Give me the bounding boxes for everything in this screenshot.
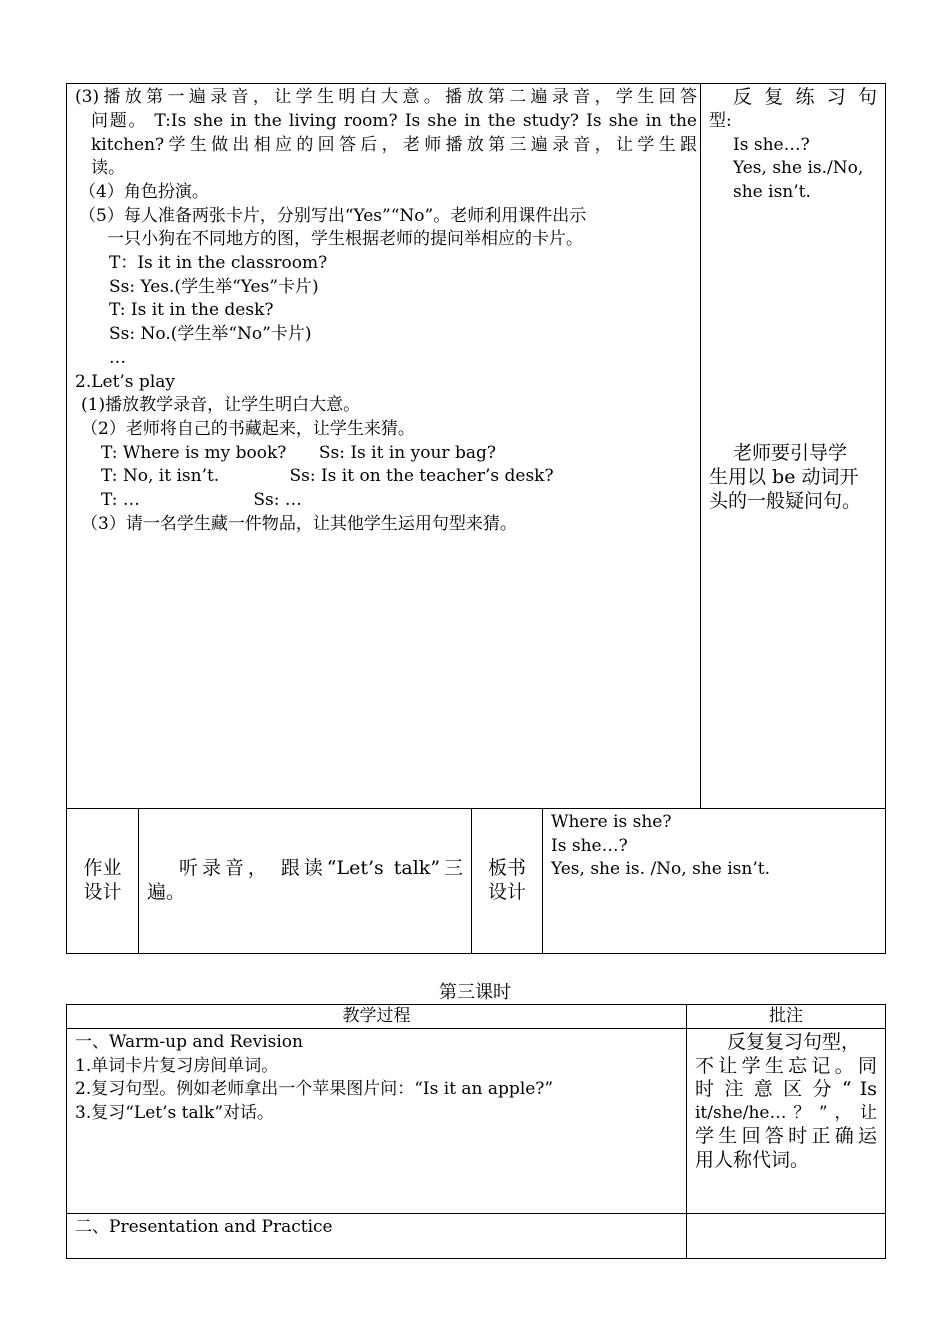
lesson-3-title: 第三课时 [439, 982, 511, 1003]
warmup-cell [67, 1029, 687, 1214]
homework-text: 遍。 [147, 881, 186, 903]
board-design-cell [543, 809, 886, 954]
warmup-note-line: 反复复习句型， [727, 1031, 861, 1053]
homework-text: 听录音， 跟读“Let’s talk”三 [179, 857, 463, 880]
homework-label: 设计 [83, 881, 122, 903]
procedure-line: （5）每人准备两张卡片，分别写出“Yes”“No”。老师利用课件出示 [79, 206, 587, 226]
note-line: 生用以 be 动词开 [709, 466, 859, 488]
procedure-line: Ss: No.(学生举“No”卡片) [109, 324, 312, 344]
procedure-line: 读。 [91, 158, 125, 178]
note-line: 老师要引导学 [733, 442, 848, 464]
procedure-line: T: … Ss: … [101, 490, 302, 510]
procedure-line: T：Is it in the classroom? [109, 253, 328, 273]
warmup-line: 1.单词卡片复习房间单词。 [75, 1055, 279, 1076]
procedure-line: T: Is it in the desk? [109, 300, 274, 320]
board-label: 板书 [487, 857, 526, 880]
process-header: 教学过程 [67, 1005, 687, 1029]
warmup-line: 2.复习句型。例如老师拿出一个苹果图片问：“Is it an apple?” [75, 1079, 554, 1100]
warmup-line: 3.复习“Let’s talk”对话。 [75, 1102, 275, 1123]
procedure-line: kitchen?学生做出相应的回答后，老师播放第三遍录音，让学生跟 [91, 135, 697, 155]
warmup-note-cell [687, 1029, 886, 1214]
homework-text-cell [139, 809, 472, 954]
procedure-line: （2）老师将自己的书藏起来，让学生来猜。 [81, 419, 415, 439]
procedure-line: 一只小狗在不同地方的图，学生根据老师的提问举相应的卡片。 [107, 229, 583, 249]
procedure-line: (3)播放第一遍录音，让学生明白大意。播放第二遍录音，学生回答 [75, 87, 697, 107]
procedure-line: T: No, it isn’t. Ss: Is it on the teacher’s desk? [101, 466, 554, 486]
board-label-cell [472, 809, 543, 954]
note-line: Is she…? [733, 135, 810, 155]
upper-lesson-table [66, 83, 886, 954]
note-line: 型: [709, 111, 732, 131]
board-line: Is she…? [551, 835, 628, 856]
procedure-line: T: Where is my book? Ss: Is it in your bag? [101, 443, 496, 463]
warmup-note-line: 时 注 意 区 分 “ Is [695, 1078, 877, 1101]
notes-cell [701, 84, 886, 809]
warmup-note-line: it/she/he… ？ ” ， 让 [695, 1102, 877, 1123]
notes-header: 批注 [687, 1005, 886, 1029]
board-line: Yes, she is. /No, she isn’t. [551, 859, 770, 880]
note-line: Yes, she is./No, [733, 158, 864, 178]
procedure-line: Ss: Yes.(学生举“Yes”卡片) [109, 277, 319, 297]
presentation-note-cell [687, 1214, 886, 1259]
warmup-line: 一、Warm-up and Revision [75, 1032, 303, 1052]
board-label: 设计 [487, 881, 526, 903]
warmup-note-line: 学生回答时正确运 [695, 1125, 877, 1148]
presentation-cell [67, 1214, 687, 1259]
procedure-line: 问题。 T:Is she in the living room? Is she in the study? Is she in the [91, 111, 697, 131]
procedure-cell [67, 84, 701, 809]
lesson-3-table [66, 1004, 886, 1259]
note-line: 头的一般疑问句。 [709, 490, 862, 512]
homework-label: 作业 [83, 857, 122, 880]
procedure-line: （3）请一名学生藏一件物品，让其他学生运用句型来猜。 [81, 514, 517, 534]
homework-label-cell [67, 809, 139, 954]
warmup-note-line: 不让学生忘记。同 [695, 1054, 877, 1077]
procedure-line: … [109, 348, 126, 368]
note-line: she isn’t. [733, 182, 811, 202]
procedure-line: 2.Let’s play [75, 372, 175, 392]
note-line: 反 复 练 习 句 [733, 86, 877, 108]
procedure-line: (1)播放教学录音，让学生明白大意。 [81, 395, 361, 415]
procedure-line: （4）角色扮演。 [79, 182, 209, 202]
presentation-line: 二、Presentation and Practice [75, 1217, 333, 1237]
warmup-note-line: 用人称代词。 [695, 1148, 810, 1171]
board-line: Where is she? [551, 812, 672, 832]
